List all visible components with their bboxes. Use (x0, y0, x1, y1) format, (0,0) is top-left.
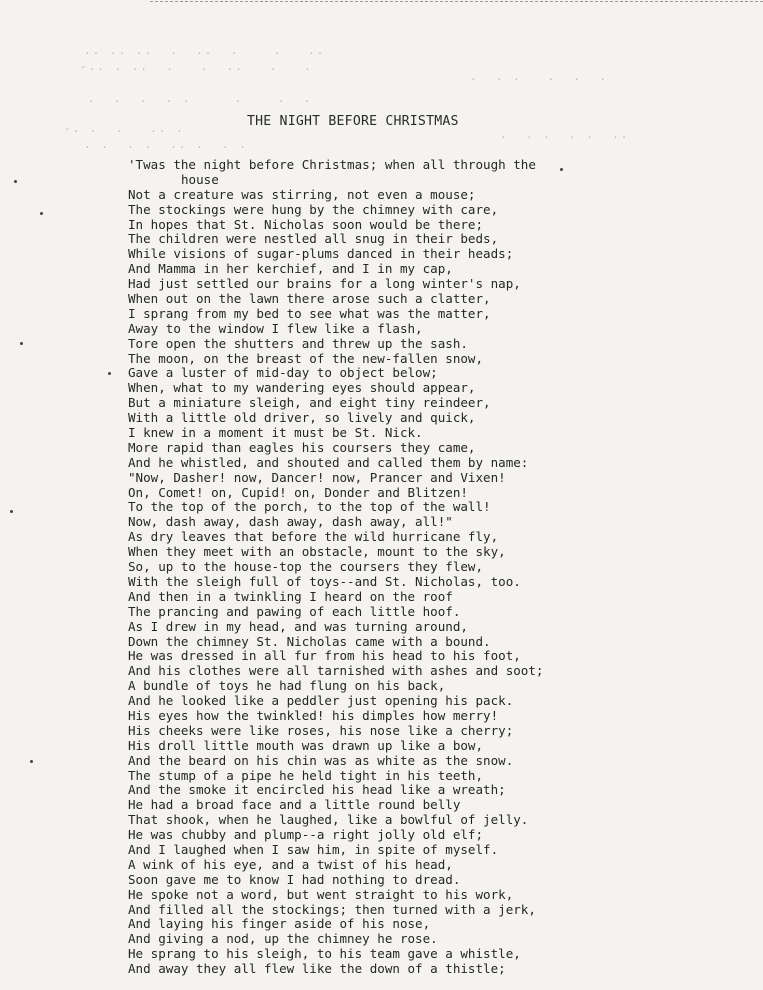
bleed-through-mark: . . . . . .. (500, 128, 630, 141)
poem-line: Gave a luster of mid-day to object below; (128, 365, 438, 381)
poem-line: And he whistled, and shouted and called them by name: (128, 454, 529, 470)
poem-line: He sprang to his sleigh, to his team gave a whistle, (128, 946, 521, 962)
poem-line: Had just settled our brains for a long winter's nap, (128, 276, 521, 292)
poem-line: And his clothes were all tarnished with ashes and soot; (128, 663, 544, 679)
poem-line: A bundle of toys he had flung on his back, (128, 678, 446, 694)
poem-line: Not a creature was stirring, not even a mouse; (128, 186, 476, 202)
margin-speck (14, 180, 17, 183)
poem-line: That shook, when he laughed, like a bowlful of jelly. (128, 812, 529, 828)
poem-body (128, 158, 628, 977)
poem-line: His droll little mouth was drawn up like a bow, (128, 737, 484, 753)
poem-line: I sprang from my bed to see what was the matter, (128, 305, 491, 321)
top-dashed-rule (150, 1, 763, 2)
poem-line: When they meet with an obstacle, mount to the sky, (128, 544, 506, 560)
poem-line: And I laughed when I saw him, in spite of myself. (128, 841, 499, 857)
poem-line: On, Comet! on, Cupid! on, Donder and Blitzen! (128, 484, 468, 500)
margin-speck (108, 372, 111, 375)
poem-line: The stump of a pipe he held tight in his teeth, (128, 767, 484, 783)
poem-line: His cheeks were like roses, his nose like a cherry; (128, 722, 514, 738)
poem-line: As I drew in my head, and was turning around, (128, 618, 468, 634)
poem-line: house (181, 171, 219, 187)
poem-line: But a miniature sleigh, and eight tiny reindeer, (128, 395, 491, 411)
poem-line: In hopes that St. Nicholas soon would be there; (128, 216, 484, 232)
poem-line: The moon, on the breast of the new-fallen snow, (128, 350, 484, 366)
poem-line: To the top of the porch, to the top of the wall! (128, 499, 491, 515)
poem-line: As dry leaves that before the wild hurricane fly, (128, 529, 499, 545)
margin-speck (40, 212, 43, 215)
poem-line: With a little old driver, so lively and quick, (128, 410, 476, 426)
document-title: THE NIGHT BEFORE CHRISTMAS (247, 114, 459, 129)
poem-line: So, up to the house-top the coursers they flew, (128, 559, 484, 575)
poem-line: And he looked like a peddler just opening his pack. (128, 693, 514, 709)
bleed-through-mark: -. . . .. . (64, 122, 185, 135)
poem-line: While visions of sugar-plums danced in their heads; (128, 246, 514, 262)
poem-line: When out on the lawn there arose such a clatter, (128, 291, 491, 307)
poem-line: A wink of his eye, and a twist of his head, (128, 856, 453, 872)
poem-line: And filled all the stockings; then turned with a jerk, (128, 901, 536, 917)
poem-line: And then in a twinkling I heard on the roof (128, 588, 453, 604)
poem-line: The prancing and pawing of each little hoof. (128, 603, 461, 619)
poem-line: And the beard on his chin was as white as the snow. (128, 752, 514, 768)
poem-line: I knew in a moment it must be St. Nick. (128, 425, 423, 441)
bleed-through-mark: -.. . .. . . .. . . (80, 60, 313, 73)
poem-line: Away to the window I flew like a flash, (128, 320, 423, 336)
poem-line: His eyes how the twinkled! his dimples how merry! (128, 707, 499, 723)
poem-line: Tore open the shutters and threw up the sash. (128, 335, 468, 351)
poem-line: He was dressed in all fur from his head to his foot, (128, 648, 521, 664)
bleed-through-mark: . . . . . . (470, 70, 608, 83)
poem-line: And the smoke it encircled his head like a wreath; (128, 782, 506, 798)
poem-line: The stockings were hung by the chimney with care, (128, 201, 499, 217)
poem-line: Now, dash away, dash away, dash away, all!" (128, 514, 453, 530)
poem-line: And giving a nod, up the chimney he rose. (128, 931, 438, 947)
bleed-through-mark: . . . . .. . . . (84, 138, 248, 151)
poem-line: And away they all flew like the down of a thistle; (128, 961, 506, 977)
poem-line: Soon gave me to know I had nothing to dread. (128, 871, 461, 887)
poem-line: He spoke not a word, but went straight to his work, (128, 886, 514, 902)
poem-line: With the sleigh full of toys--and St. Nicholas, too. (128, 573, 521, 589)
poem-line: And Mamma in her kerchief, and I in my cap, (128, 261, 453, 277)
poem-line: He had a broad face and a little round belly (128, 797, 461, 813)
poem-line: Down the chimney St. Nicholas came with a bound. (128, 633, 491, 649)
poem-line: "Now, Dasher! now, Dancer! now, Prancer and Vixen! (128, 469, 506, 485)
poem-line: The children were nestled all snug in their beds, (128, 231, 499, 247)
margin-speck (30, 760, 33, 763)
poem-line: He was chubby and plump--a right jolly old elf; (128, 827, 484, 843)
bleed-through-mark: . . . . . . . . (88, 92, 313, 105)
poem-line: More rapid than eagles his coursers they came, (128, 439, 476, 455)
poem-line: 'Twas the night before Christmas; when all through the (128, 157, 536, 172)
margin-speck (10, 510, 13, 513)
bleed-through-mark: .. .. .. . .. . . .. (84, 44, 326, 57)
margin-speck (20, 342, 23, 345)
poem-line: And laying his finger aside of his nose, (128, 916, 431, 932)
poem-line: When, what to my wandering eyes should appear, (128, 380, 476, 396)
